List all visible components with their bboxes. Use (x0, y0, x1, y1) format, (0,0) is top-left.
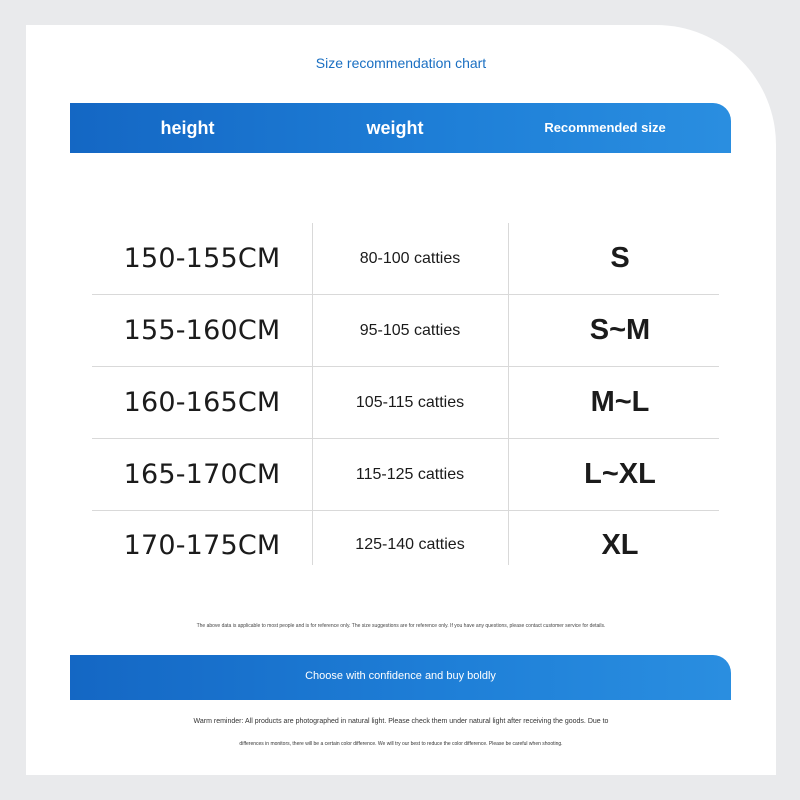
table-row (92, 511, 719, 579)
size-table (92, 223, 719, 579)
table-row (92, 223, 719, 295)
size-chart-card (26, 25, 776, 775)
height-cell: 155-160CM (123, 315, 281, 346)
height-cell: 160-165CM (123, 387, 281, 418)
size-cell: M~L (590, 386, 650, 418)
height-cell: 165-170CM (123, 459, 281, 490)
weight-cell: 125-140 catties (355, 536, 465, 553)
size-cell: S~M (589, 314, 651, 346)
disclaimer-note: The above data is applicable to most people and is for reference only. The size suggestions are for reference only. If you have any questions, please contact customer service for details. (196, 623, 606, 629)
table-row (92, 295, 719, 367)
weight-cell: 105-115 catties (355, 393, 465, 411)
weight-cell: 80-100 catties (359, 249, 461, 267)
height-cell: 170-175CM (123, 529, 281, 561)
table-row (92, 439, 719, 511)
table-row (92, 367, 719, 439)
header-recommended-size: Recommended size (544, 120, 666, 135)
size-cell: L~XL (584, 458, 656, 490)
warm-reminder-line-2: differences in monitors, there will be a certain color difference. We will try our best to reduce the color difference. Please be careful when shooting. (239, 741, 563, 747)
warm-reminder-line-1: Warm reminder: All products are photographed in natural light. Please check them under natural light after receiving the goods. Due to (193, 718, 609, 725)
height-cell: 150-155CM (123, 243, 281, 274)
page-title: Size recommendation chart (315, 55, 487, 71)
weight-cell: 115-125 catties (355, 465, 465, 483)
header-height: height (160, 118, 215, 138)
header-weight: weight (366, 118, 424, 138)
size-cell: XL (601, 528, 639, 561)
size-cell: S (610, 242, 630, 274)
weight-cell: 95-105 catties (359, 321, 461, 339)
table-header (70, 103, 731, 153)
confidence-banner: Choose with confidence and buy boldly (70, 655, 731, 700)
